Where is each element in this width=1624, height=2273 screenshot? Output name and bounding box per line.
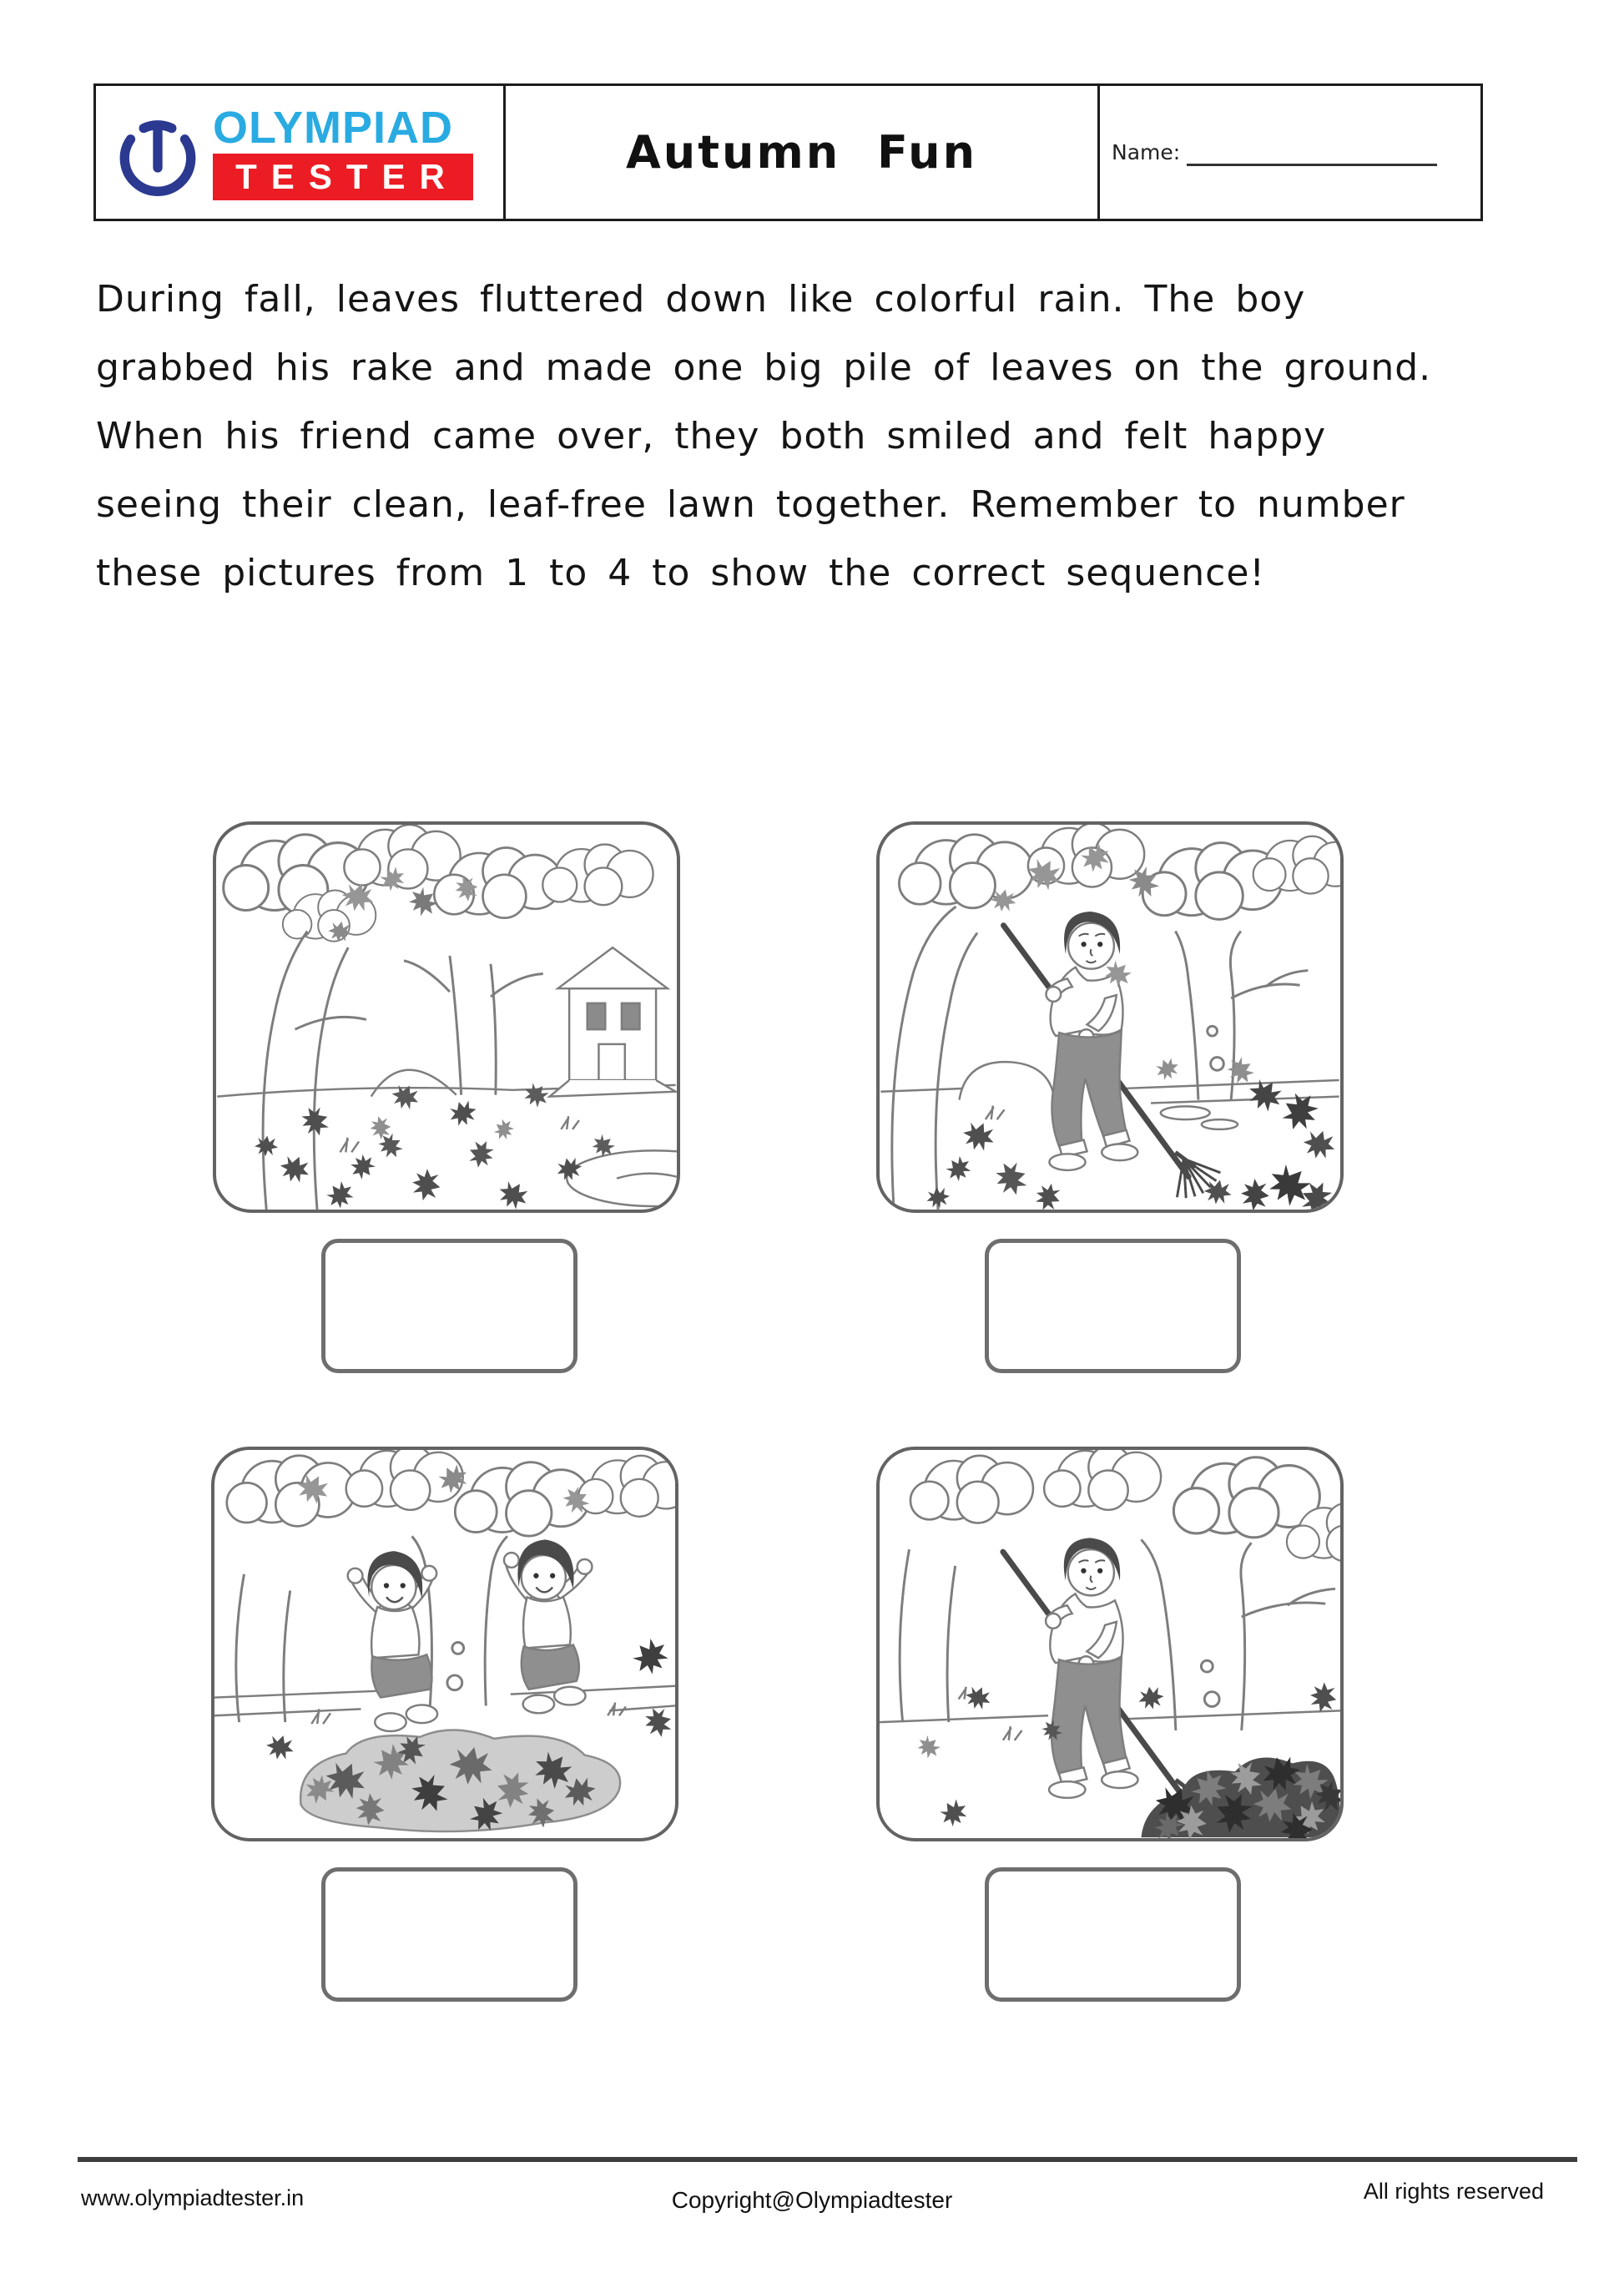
instruction-line: During fall, leaves fluttered down like colorful rain. The boy bbox=[96, 278, 1306, 321]
logo-cell bbox=[96, 86, 506, 219]
brand-tester-text: TESTER bbox=[213, 154, 473, 200]
answer-box-3[interactable] bbox=[321, 1867, 577, 2002]
boy bbox=[1046, 912, 1137, 1170]
header-table bbox=[93, 83, 1483, 221]
instruction-line: seeing their clean, leaf-free lawn together. Remember to number bbox=[96, 483, 1405, 526]
boy-right bbox=[504, 1539, 592, 1713]
scene-boy-raking-illustration bbox=[880, 825, 1340, 1210]
name-cell bbox=[1100, 86, 1480, 219]
pond bbox=[567, 1150, 677, 1206]
brand-olympiad-text: OLYMPIAD bbox=[213, 102, 454, 153]
footer-rights: All rights reserved bbox=[1363, 2179, 1544, 2204]
big-leaf-pile bbox=[1141, 1752, 1340, 1838]
leaf-pile bbox=[300, 1730, 620, 1837]
instruction-line: these pictures from 1 to 4 to show the correct sequence! bbox=[96, 552, 1266, 594]
answer-box-1[interactable] bbox=[321, 1239, 577, 1373]
boy bbox=[1046, 1538, 1137, 1797]
footer-copyright: Copyright@Olympiadtester bbox=[671, 2187, 953, 2213]
answer-box-2[interactable] bbox=[985, 1239, 1241, 1373]
instruction-line: When his friend came over, they both smiled and felt happy bbox=[96, 415, 1327, 457]
house bbox=[550, 947, 676, 1097]
picture-panel-2 bbox=[876, 821, 1344, 1213]
footer-website: www.olympiadtester.in bbox=[81, 2185, 305, 2210]
olympiadtester-power-t-icon bbox=[114, 98, 201, 207]
brand-wordmark bbox=[213, 102, 473, 200]
name-label: Name: bbox=[1112, 140, 1181, 164]
boy-left bbox=[348, 1551, 437, 1731]
answer-box-4[interactable] bbox=[985, 1867, 1241, 2002]
scene-leaves-everywhere-illustration bbox=[216, 825, 677, 1210]
picture-panel-3 bbox=[211, 1447, 678, 1841]
title-cell bbox=[506, 86, 1100, 219]
page-title: Autumn Fun bbox=[625, 126, 978, 179]
name-input-line[interactable] bbox=[1187, 139, 1437, 166]
instructions-paragraph bbox=[96, 265, 1565, 608]
scene-kids-jumping-illustration bbox=[214, 1450, 675, 1838]
picture-panel-4 bbox=[876, 1447, 1344, 1841]
footer-divider bbox=[78, 2157, 1577, 2162]
instruction-line: grabbed his rake and made one big pile of leaves on the ground. bbox=[96, 346, 1432, 389]
scene-big-pile-illustration bbox=[880, 1450, 1340, 1838]
picture-panel-1 bbox=[213, 821, 680, 1213]
